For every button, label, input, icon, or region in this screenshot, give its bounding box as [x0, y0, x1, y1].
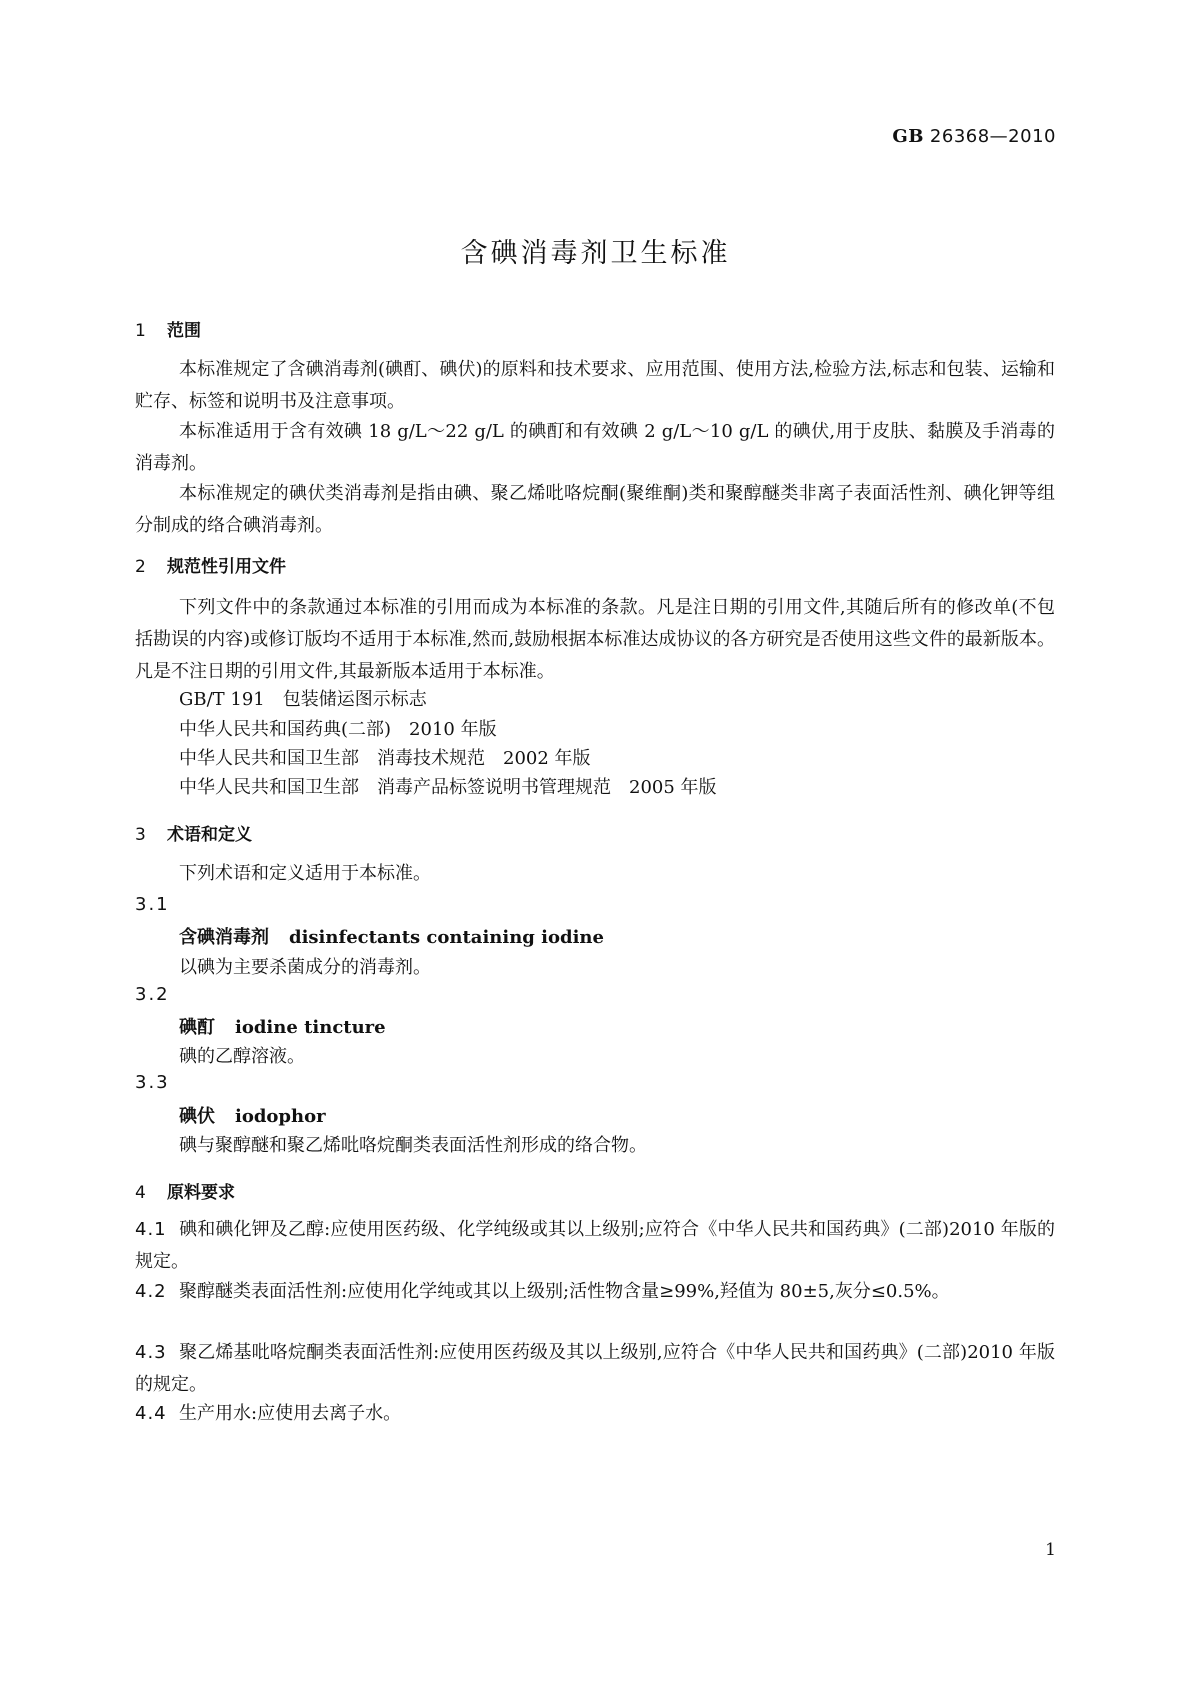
requirement-item: 4.2 聚醇醚类表面活性剂:应使用化学纯或其以上级别;活性物含量≥99%,羟值为 80±5,灰分≤0.5%。	[135, 1281, 950, 1302]
term-number: 3.2	[135, 984, 170, 1005]
section-2-heading: 2 规范性引用文件	[135, 557, 286, 577]
section-1-heading: 1 范围	[135, 321, 201, 341]
term-number: 3.3	[135, 1072, 170, 1093]
standard-prefix: GB	[892, 126, 924, 147]
requirement-item: 4.4 生产用水:应使用去离子水。	[135, 1403, 402, 1424]
section-4-heading: 4 原料要求	[135, 1183, 235, 1203]
section-3-intro: 下列术语和定义适用于本标准。	[179, 863, 431, 884]
reference-item: 中华人民共和国卫生部 消毒产品标签说明书管理规范 2005 年版	[179, 777, 717, 798]
term-number: 3.1	[135, 894, 170, 915]
section-1-paragraph-1: 本标准规定了含碘消毒剂(碘酊、碘伏)的原料和技术要求、应用范围、使用方法,检验方法,标志和包装、运输和贮存、标签和说明书及注意事项。	[135, 359, 1055, 412]
page-number: 1	[1045, 1540, 1056, 1560]
section-1-paragraph-3: 本标准规定的碘伏类消毒剂是指由碘、聚乙烯吡咯烷酮(聚维酮)类和聚醇醚类非离子表面活性剂、碘化钾等组分制成的络合碘消毒剂。	[135, 483, 1055, 536]
term-definition: 碘的乙醇溶液。	[179, 1046, 305, 1067]
term-name: 含碘消毒剂 disinfectants containing iodine	[179, 927, 604, 948]
reference-item: 中华人民共和国药典(二部) 2010 年版	[179, 719, 497, 740]
document-title: 含碘消毒剂卫生标准	[460, 238, 731, 269]
section-1-paragraph-2: 本标准适用于含有效碘 18 g/L～22 g/L 的碘酊和有效碘 2 g/L～10 g/L 的碘伏,用于皮肤、黏膜及手消毒的消毒剂。	[135, 421, 1055, 474]
reference-item: 中华人民共和国卫生部 消毒技术规范 2002 年版	[179, 748, 591, 769]
reference-item: GB/T 191 包装储运图示标志	[179, 689, 427, 710]
section-3-heading: 3 术语和定义	[135, 825, 252, 845]
section-2-paragraph: 下列文件中的条款通过本标准的引用而成为本标准的条款。凡是注日期的引用文件,其随后所有的修改单(不包括勘误的内容)或修订版均不适用于本标准,然而,鼓励根据本标准达成协议的各方研究是否使用这些文件的最新版本。凡是不注日期的引用文件,其最新版本适用于本标准。	[135, 597, 1055, 682]
term-name: 碘伏 iodophor	[179, 1106, 326, 1127]
standard-number: 26368—2010	[929, 126, 1056, 147]
requirement-item: 4.1 碘和碘化钾及乙醇:应使用医药级、化学纯级或其以上级别;应符合《中华人民共和国药典》(二部)2010 年版的规定。	[135, 1219, 1055, 1272]
term-definition: 碘与聚醇醚和聚乙烯吡咯烷酮类表面活性剂形成的络合物。	[179, 1135, 647, 1156]
requirement-item: 4.3 聚乙烯基吡咯烷酮类表面活性剂:应使用医药级及其以上级别,应符合《中华人民共和国药典》(二部)2010 年版的规定。	[135, 1342, 1055, 1395]
term-name: 碘酊 iodine tincture	[179, 1017, 386, 1038]
standard-code	[892, 126, 1056, 147]
term-definition: 以碘为主要杀菌成分的消毒剂。	[179, 957, 431, 978]
